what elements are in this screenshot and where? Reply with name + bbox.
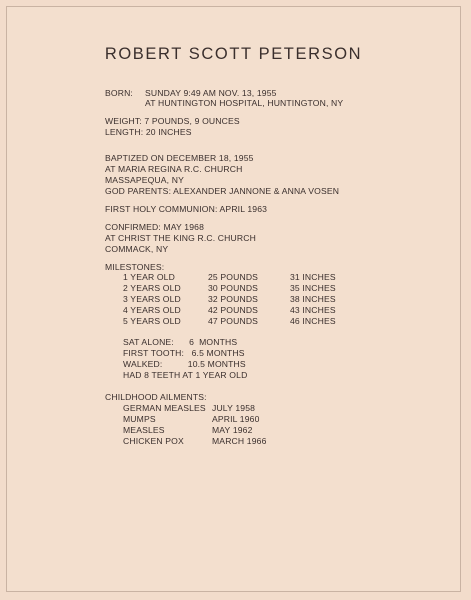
baptism-date: BAPTIZED ON DECEMBER 18, 1955 — [105, 153, 254, 163]
milestone-age: 4 YEARS OLD — [123, 305, 181, 315]
milestone-weight: 42 POUNDS — [208, 305, 259, 315]
ailments-label: CHILDHOOD AILMENTS: — [105, 392, 207, 402]
milestone-age: 5 YEARS OLD — [123, 316, 181, 326]
teeth-at-one: HAD 8 TEETH AT 1 YEAR OLD — [123, 370, 248, 380]
ailment-name: MEASLES — [123, 425, 165, 435]
milestone-height: 43 INCHES — [290, 305, 336, 315]
milestone-height: 31 INCHES — [290, 272, 336, 282]
first-communion: FIRST HOLY COMMUNION: APRIL 1963 — [105, 204, 268, 214]
first-tooth: FIRST TOOTH: 6.5 MONTHS — [123, 348, 245, 358]
birth-weight: WEIGHT: 7 POUNDS, 9 OUNCES — [105, 116, 240, 126]
ailment-name: MUMPS — [123, 414, 156, 424]
confirmation-church: AT CHRIST THE KING R.C. CHURCH — [105, 233, 256, 243]
birth-datetime: SUNDAY 9:49 AM NOV. 13, 1955 — [145, 88, 277, 98]
born-label: BORN: — [105, 88, 133, 98]
ailment-date: MARCH 1966 — [212, 436, 267, 446]
walked: WALKED: 10.5 MONTHS — [123, 359, 246, 369]
birth-length: LENGTH: 20 INCHES — [105, 127, 192, 137]
confirmation-town: COMMACK, NY — [105, 244, 169, 254]
milestone-weight: 32 POUNDS — [208, 294, 259, 304]
milestone-age: 1 YEAR OLD — [123, 272, 175, 282]
milestone-height: 46 INCHES — [290, 316, 336, 326]
baptism-church: AT MARIA REGINA R.C. CHURCH — [105, 164, 243, 174]
milestone-weight: 47 POUNDS — [208, 316, 259, 326]
ailment-name: GERMAN MEASLES — [123, 403, 206, 413]
baptism-town: MASSAPEQUA, NY — [105, 175, 184, 185]
ailment-date: JULY 1958 — [212, 403, 256, 413]
sat-alone: SAT ALONE: 6 MONTHS — [123, 337, 238, 347]
birth-place: AT HUNTINGTON HOSPITAL, HUNTINGTON, NY — [145, 98, 344, 108]
milestones-label: MILESTONES: — [105, 262, 165, 272]
ailment-date: MAY 1962 — [212, 425, 253, 435]
page-title: ROBERT SCOTT PETERSON — [104, 45, 363, 63]
ailment-date: APRIL 1960 — [212, 414, 260, 424]
ailment-name: CHICKEN POX — [123, 436, 184, 446]
milestone-age: 3 YEARS OLD — [123, 294, 181, 304]
milestone-weight: 25 POUNDS — [208, 272, 259, 282]
document-page — [6, 6, 461, 592]
confirmation-date: CONFIRMED: MAY 1968 — [105, 222, 204, 232]
milestone-height: 38 INCHES — [290, 294, 336, 304]
milestone-height: 35 INCHES — [290, 283, 336, 293]
milestone-age: 2 YEARS OLD — [123, 283, 181, 293]
milestone-weight: 30 POUNDS — [208, 283, 259, 293]
god-parents: GOD PARENTS: ALEXANDER JANNONE & ANNA VOSEN — [105, 186, 340, 196]
